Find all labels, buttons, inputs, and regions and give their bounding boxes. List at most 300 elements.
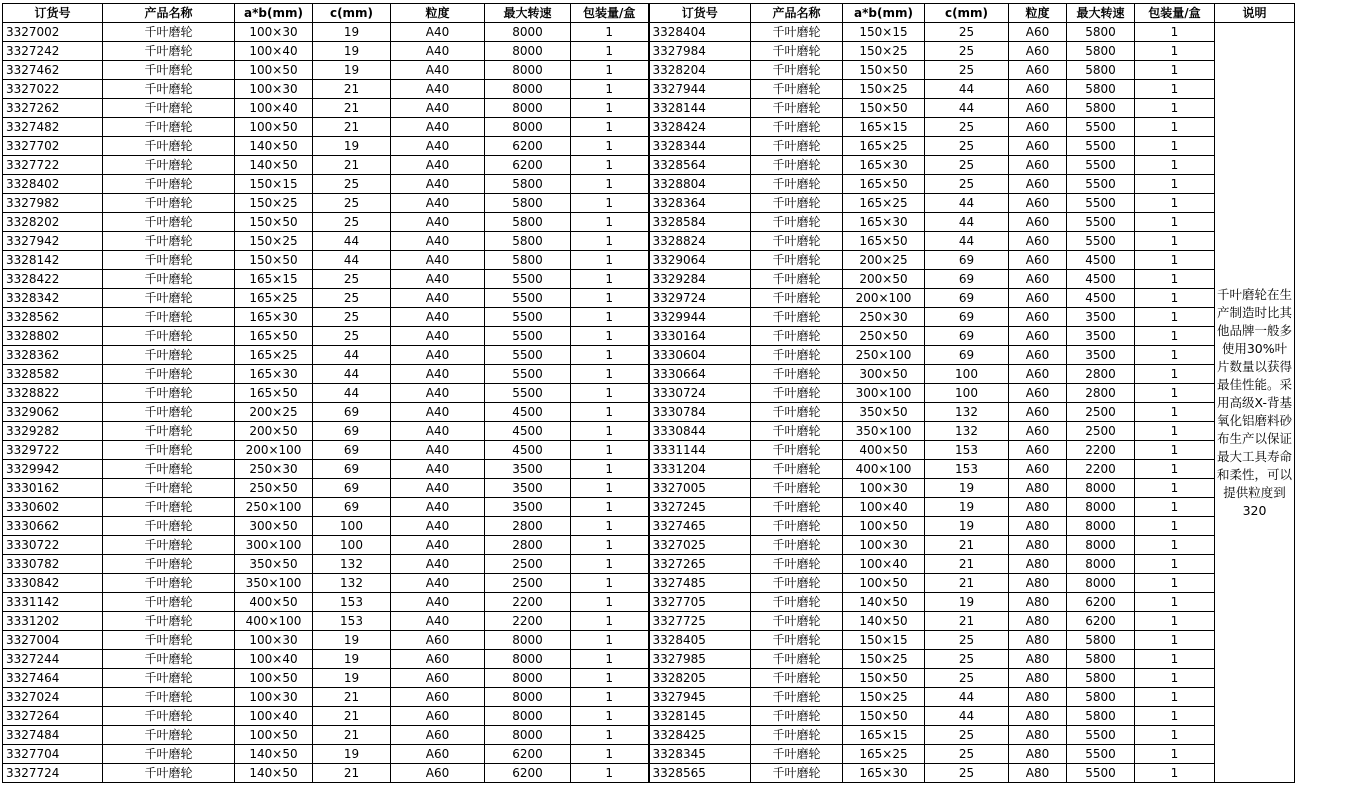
- cell-product-name: 千叶磨轮: [751, 517, 843, 536]
- table-row: [3, 631, 1295, 650]
- cell-product-name: 千叶磨轮: [751, 555, 843, 574]
- cell-pack-qty: 1: [1135, 346, 1215, 365]
- cell-size: 250×30: [235, 460, 313, 479]
- cell-product-name: 千叶磨轮: [103, 42, 235, 61]
- cell-max-speed: 2800: [485, 517, 571, 536]
- cell-grit: A60: [1009, 289, 1067, 308]
- cell-order-no: 3327025: [649, 536, 751, 555]
- cell-max-speed: 5800: [485, 175, 571, 194]
- cell-max-speed: 8000: [1067, 517, 1135, 536]
- cell-pack-qty: 1: [1135, 593, 1215, 612]
- cell-order-no: 3328582: [3, 365, 103, 384]
- cell-bore: 25: [925, 61, 1009, 80]
- cell-grit: A60: [1009, 365, 1067, 384]
- cell-pack-qty: 1: [571, 479, 649, 498]
- cell-grit: A60: [391, 745, 485, 764]
- cell-max-speed: 2200: [485, 612, 571, 631]
- cell-product-name: 千叶磨轮: [103, 479, 235, 498]
- cell-order-no: 3328205: [649, 669, 751, 688]
- table-row: [3, 669, 1295, 688]
- cell-max-speed: 5500: [1067, 213, 1135, 232]
- cell-size: 100×30: [235, 688, 313, 707]
- cell-max-speed: 5800: [485, 251, 571, 270]
- cell-bore: 25: [925, 156, 1009, 175]
- cell-bore: 132: [313, 574, 391, 593]
- cell-bore: 100: [925, 365, 1009, 384]
- cell-pack-qty: 1: [1135, 745, 1215, 764]
- cell-pack-qty: 1: [571, 23, 649, 42]
- cell-max-speed: 8000: [485, 42, 571, 61]
- cell-max-speed: 5500: [485, 346, 571, 365]
- header-max-speed-2: 最大转速: [1067, 4, 1135, 23]
- cell-order-no: 3331204: [649, 460, 751, 479]
- cell-size: 250×50: [235, 479, 313, 498]
- cell-grit: A80: [1009, 574, 1067, 593]
- cell-bore: 44: [925, 99, 1009, 118]
- cell-max-speed: 8000: [485, 99, 571, 118]
- cell-max-speed: 2500: [485, 574, 571, 593]
- cell-product-name: 千叶磨轮: [751, 764, 843, 783]
- cell-bore: 100: [313, 536, 391, 555]
- cell-size: 150×15: [843, 23, 925, 42]
- cell-grit: A80: [1009, 536, 1067, 555]
- cell-grit: A40: [391, 118, 485, 137]
- cell-grit: A60: [1009, 213, 1067, 232]
- cell-bore: 44: [925, 688, 1009, 707]
- cell-grit: A60: [391, 764, 485, 783]
- cell-pack-qty: 1: [1135, 574, 1215, 593]
- cell-order-no: 3327484: [3, 726, 103, 745]
- cell-product-name: 千叶磨轮: [103, 422, 235, 441]
- cell-grit: A60: [1009, 441, 1067, 460]
- cell-pack-qty: 1: [571, 688, 649, 707]
- cell-order-no: 3328425: [649, 726, 751, 745]
- cell-order-no: 3328345: [649, 745, 751, 764]
- table-row: [3, 707, 1295, 726]
- cell-pack-qty: 1: [571, 118, 649, 137]
- cell-order-no: 3329062: [3, 403, 103, 422]
- cell-order-no: 3328405: [649, 631, 751, 650]
- cell-max-speed: 3500: [1067, 327, 1135, 346]
- table-row: [3, 175, 1295, 194]
- cell-order-no: 3331144: [649, 441, 751, 460]
- cell-pack-qty: 1: [571, 498, 649, 517]
- cell-grit: A80: [1009, 707, 1067, 726]
- cell-bore: 21: [925, 574, 1009, 593]
- table-row: [3, 80, 1295, 99]
- cell-pack-qty: 1: [1135, 80, 1215, 99]
- cell-bore: 21: [313, 726, 391, 745]
- table-row: [3, 764, 1295, 783]
- table-row: [3, 194, 1295, 213]
- cell-product-name: 千叶磨轮: [751, 745, 843, 764]
- cell-order-no: 3327464: [3, 669, 103, 688]
- cell-pack-qty: 1: [571, 137, 649, 156]
- cell-grit: A40: [391, 308, 485, 327]
- cell-max-speed: 8000: [485, 631, 571, 650]
- cell-max-speed: 5500: [1067, 726, 1135, 745]
- cell-order-no: 3327705: [649, 593, 751, 612]
- cell-pack-qty: 1: [571, 555, 649, 574]
- cell-bore: 44: [313, 365, 391, 384]
- cell-size: 165×30: [843, 213, 925, 232]
- cell-max-speed: 5500: [1067, 175, 1135, 194]
- header-pack-qty-2: 包装量/盒: [1135, 4, 1215, 23]
- table-row: [3, 42, 1295, 61]
- cell-grit: A80: [1009, 764, 1067, 783]
- cell-pack-qty: 1: [1135, 688, 1215, 707]
- cell-order-no: 3327704: [3, 745, 103, 764]
- cell-size: 300×50: [235, 517, 313, 536]
- cell-pack-qty: 1: [1135, 517, 1215, 536]
- cell-product-name: 千叶磨轮: [751, 460, 843, 479]
- cell-product-name: 千叶磨轮: [103, 688, 235, 707]
- cell-pack-qty: 1: [571, 669, 649, 688]
- cell-product-name: 千叶磨轮: [751, 327, 843, 346]
- cell-product-name: 千叶磨轮: [103, 61, 235, 80]
- cell-max-speed: 4500: [485, 422, 571, 441]
- cell-pack-qty: 1: [1135, 289, 1215, 308]
- cell-pack-qty: 1: [571, 631, 649, 650]
- cell-bore: 69: [313, 498, 391, 517]
- cell-order-no: 3328145: [649, 707, 751, 726]
- header-order-no: 订货号: [3, 4, 103, 23]
- cell-max-speed: 6200: [485, 764, 571, 783]
- cell-pack-qty: 1: [1135, 498, 1215, 517]
- cell-order-no: 3327702: [3, 137, 103, 156]
- table-body: [3, 23, 1295, 783]
- header-product-name: 产品名称: [103, 4, 235, 23]
- cell-max-speed: 4500: [1067, 289, 1135, 308]
- table-row: [3, 365, 1295, 384]
- cell-max-speed: 2500: [485, 555, 571, 574]
- cell-product-name: 千叶磨轮: [751, 137, 843, 156]
- cell-order-no: 3328364: [649, 194, 751, 213]
- cell-product-name: 千叶磨轮: [751, 593, 843, 612]
- cell-order-no: 3327942: [3, 232, 103, 251]
- header-grit-2: 粒度: [1009, 4, 1067, 23]
- cell-product-name: 千叶磨轮: [103, 194, 235, 213]
- cell-bore: 153: [925, 441, 1009, 460]
- cell-pack-qty: 1: [571, 194, 649, 213]
- cell-pack-qty: 1: [571, 612, 649, 631]
- cell-grit: A60: [1009, 403, 1067, 422]
- cell-product-name: 千叶磨轮: [103, 289, 235, 308]
- cell-pack-qty: 1: [571, 460, 649, 479]
- table-row: [3, 327, 1295, 346]
- cell-order-no: 3327722: [3, 156, 103, 175]
- cell-grit: A60: [391, 707, 485, 726]
- cell-pack-qty: 1: [571, 175, 649, 194]
- cell-bore: 153: [925, 460, 1009, 479]
- cell-pack-qty: 1: [1135, 23, 1215, 42]
- cell-size: 100×50: [235, 61, 313, 80]
- cell-max-speed: 8000: [485, 118, 571, 137]
- cell-bore: 44: [313, 251, 391, 270]
- header-bore-2: c(mm): [925, 4, 1009, 23]
- cell-order-no: 3328562: [3, 308, 103, 327]
- cell-grit: A40: [391, 441, 485, 460]
- cell-bore: 21: [313, 688, 391, 707]
- cell-bore: 21: [313, 118, 391, 137]
- table-row: [3, 137, 1295, 156]
- cell-grit: A80: [1009, 517, 1067, 536]
- cell-size: 400×50: [843, 441, 925, 460]
- cell-product-name: 千叶磨轮: [103, 213, 235, 232]
- cell-bore: 44: [313, 384, 391, 403]
- cell-size: 165×25: [843, 137, 925, 156]
- cell-pack-qty: 1: [1135, 175, 1215, 194]
- cell-pack-qty: 1: [571, 156, 649, 175]
- cell-product-name: 千叶磨轮: [103, 308, 235, 327]
- cell-product-name: 千叶磨轮: [103, 574, 235, 593]
- cell-bore: 25: [925, 631, 1009, 650]
- cell-bore: 69: [313, 403, 391, 422]
- table-row: [3, 574, 1295, 593]
- cell-grit: A40: [391, 42, 485, 61]
- cell-size: 165×50: [235, 327, 313, 346]
- cell-product-name: 千叶磨轮: [751, 289, 843, 308]
- cell-grit: A60: [391, 688, 485, 707]
- cell-bore: 19: [313, 42, 391, 61]
- cell-pack-qty: 1: [1135, 327, 1215, 346]
- cell-max-speed: 5500: [485, 384, 571, 403]
- cell-size: 250×100: [235, 498, 313, 517]
- cell-size: 140×50: [235, 764, 313, 783]
- cell-size: 165×50: [843, 232, 925, 251]
- header-grit: 粒度: [391, 4, 485, 23]
- cell-grit: A40: [391, 194, 485, 213]
- cell-order-no: 3330842: [3, 574, 103, 593]
- cell-pack-qty: 1: [1135, 726, 1215, 745]
- cell-product-name: 千叶磨轮: [751, 99, 843, 118]
- cell-bore: 44: [313, 346, 391, 365]
- cell-product-name: 千叶磨轮: [751, 23, 843, 42]
- cell-product-name: 千叶磨轮: [751, 42, 843, 61]
- cell-product-name: 千叶磨轮: [751, 346, 843, 365]
- cell-size: 165×15: [843, 726, 925, 745]
- cell-order-no: 3327482: [3, 118, 103, 137]
- cell-bore: 25: [925, 23, 1009, 42]
- cell-product-name: 千叶磨轮: [103, 517, 235, 536]
- cell-product-name: 千叶磨轮: [103, 707, 235, 726]
- table-row: [3, 384, 1295, 403]
- cell-bore: 25: [925, 650, 1009, 669]
- cell-pack-qty: 1: [571, 42, 649, 61]
- table-row: [3, 688, 1295, 707]
- cell-product-name: 千叶磨轮: [751, 365, 843, 384]
- cell-product-name: 千叶磨轮: [751, 80, 843, 99]
- cell-grit: A60: [1009, 42, 1067, 61]
- header-bore: c(mm): [313, 4, 391, 23]
- cell-pack-qty: 1: [571, 764, 649, 783]
- cell-bore: 44: [925, 80, 1009, 99]
- cell-size: 165×30: [235, 365, 313, 384]
- cell-bore: 25: [313, 289, 391, 308]
- cell-order-no: 3327982: [3, 194, 103, 213]
- cell-grit: A60: [1009, 80, 1067, 99]
- cell-order-no: 3327244: [3, 650, 103, 669]
- cell-bore: 69: [925, 346, 1009, 365]
- cell-bore: 25: [925, 42, 1009, 61]
- cell-product-name: 千叶磨轮: [751, 574, 843, 593]
- cell-pack-qty: 1: [1135, 156, 1215, 175]
- cell-order-no: 3328822: [3, 384, 103, 403]
- table-row: [3, 745, 1295, 764]
- cell-product-name: 千叶磨轮: [103, 669, 235, 688]
- cell-grit: A60: [1009, 118, 1067, 137]
- cell-grit: A40: [391, 574, 485, 593]
- cell-product-name: 千叶磨轮: [103, 175, 235, 194]
- cell-bore: 132: [313, 555, 391, 574]
- cell-max-speed: 2800: [1067, 384, 1135, 403]
- cell-bore: 25: [313, 175, 391, 194]
- table-row: [3, 726, 1295, 745]
- cell-max-speed: 5500: [1067, 137, 1135, 156]
- cell-size: 150×25: [235, 232, 313, 251]
- cell-order-no: 3327465: [649, 517, 751, 536]
- cell-bore: 69: [925, 327, 1009, 346]
- cell-max-speed: 5800: [1067, 669, 1135, 688]
- cell-max-speed: 5500: [485, 270, 571, 289]
- cell-size: 140×50: [235, 137, 313, 156]
- table-row: [3, 593, 1295, 612]
- cell-grit: A40: [391, 213, 485, 232]
- cell-pack-qty: 1: [1135, 707, 1215, 726]
- cell-pack-qty: 1: [571, 517, 649, 536]
- cell-product-name: 千叶磨轮: [103, 403, 235, 422]
- cell-size: 250×30: [843, 308, 925, 327]
- cell-pack-qty: 1: [571, 574, 649, 593]
- cell-bore: 21: [313, 156, 391, 175]
- cell-grit: A60: [1009, 270, 1067, 289]
- cell-order-no: 3328564: [649, 156, 751, 175]
- cell-order-no: 3329722: [3, 441, 103, 460]
- cell-order-no: 3327022: [3, 80, 103, 99]
- cell-max-speed: 5800: [1067, 61, 1135, 80]
- cell-size: 300×100: [235, 536, 313, 555]
- cell-bore: 19: [925, 479, 1009, 498]
- cell-product-name: 千叶磨轮: [751, 707, 843, 726]
- cell-bore: 21: [925, 555, 1009, 574]
- cell-order-no: 3327265: [649, 555, 751, 574]
- cell-grit: A40: [391, 365, 485, 384]
- table-row: [3, 346, 1295, 365]
- cell-max-speed: 5800: [1067, 23, 1135, 42]
- cell-pack-qty: 1: [1135, 669, 1215, 688]
- cell-grit: A60: [1009, 251, 1067, 270]
- cell-order-no: 3328422: [3, 270, 103, 289]
- cell-max-speed: 2200: [1067, 441, 1135, 460]
- cell-pack-qty: 1: [571, 441, 649, 460]
- cell-pack-qty: 1: [1135, 422, 1215, 441]
- cell-max-speed: 4500: [485, 403, 571, 422]
- cell-max-speed: 3500: [485, 498, 571, 517]
- cell-bore: 69: [313, 460, 391, 479]
- cell-max-speed: 8000: [1067, 498, 1135, 517]
- cell-grit: A40: [391, 346, 485, 365]
- cell-order-no: 3328584: [649, 213, 751, 232]
- cell-max-speed: 5500: [1067, 118, 1135, 137]
- cell-pack-qty: 1: [1135, 251, 1215, 270]
- header-pack-qty: 包装量/盒: [571, 4, 649, 23]
- cell-max-speed: 6200: [1067, 593, 1135, 612]
- cell-size: 100×50: [843, 574, 925, 593]
- cell-bore: 21: [925, 536, 1009, 555]
- cell-order-no: 3328404: [649, 23, 751, 42]
- cell-pack-qty: 1: [571, 270, 649, 289]
- cell-max-speed: 8000: [485, 80, 571, 99]
- cell-product-name: 千叶磨轮: [751, 118, 843, 137]
- cell-product-name: 千叶磨轮: [103, 593, 235, 612]
- cell-product-name: 千叶磨轮: [103, 384, 235, 403]
- header-description: 说明: [1215, 4, 1295, 23]
- cell-product-name: 千叶磨轮: [103, 327, 235, 346]
- table-row: [3, 308, 1295, 327]
- cell-pack-qty: 1: [571, 365, 649, 384]
- header-max-speed: 最大转速: [485, 4, 571, 23]
- cell-order-no: 3327005: [649, 479, 751, 498]
- cell-order-no: 3327262: [3, 99, 103, 118]
- cell-product-name: 千叶磨轮: [751, 612, 843, 631]
- cell-order-no: 3328565: [649, 764, 751, 783]
- cell-max-speed: 5800: [1067, 650, 1135, 669]
- cell-bore: 25: [313, 194, 391, 213]
- cell-size: 100×30: [235, 80, 313, 99]
- cell-max-speed: 8000: [485, 669, 571, 688]
- cell-size: 165×25: [235, 346, 313, 365]
- header-product-name-2: 产品名称: [751, 4, 843, 23]
- table-row: [3, 498, 1295, 517]
- cell-max-speed: 3500: [1067, 346, 1135, 365]
- cell-bore: 19: [313, 23, 391, 42]
- cell-grit: A40: [391, 403, 485, 422]
- cell-size: 150×25: [843, 80, 925, 99]
- cell-max-speed: 5500: [485, 327, 571, 346]
- cell-grit: A40: [391, 460, 485, 479]
- cell-product-name: 千叶磨轮: [751, 308, 843, 327]
- cell-pack-qty: 1: [1135, 555, 1215, 574]
- table-row: [3, 99, 1295, 118]
- cell-product-name: 千叶磨轮: [103, 745, 235, 764]
- cell-product-name: 千叶磨轮: [751, 403, 843, 422]
- cell-pack-qty: 1: [1135, 612, 1215, 631]
- cell-product-name: 千叶磨轮: [103, 99, 235, 118]
- table-row: [3, 650, 1295, 669]
- cell-size: 150×50: [843, 99, 925, 118]
- cell-pack-qty: 1: [1135, 384, 1215, 403]
- cell-order-no: 3327462: [3, 61, 103, 80]
- cell-max-speed: 8000: [1067, 555, 1135, 574]
- cell-bore: 21: [925, 612, 1009, 631]
- cell-max-speed: 8000: [485, 688, 571, 707]
- cell-pack-qty: 1: [571, 403, 649, 422]
- cell-size: 200×50: [843, 270, 925, 289]
- cell-product-name: 千叶磨轮: [103, 346, 235, 365]
- cell-bore: 19: [925, 517, 1009, 536]
- cell-size: 300×100: [843, 384, 925, 403]
- cell-size: 165×30: [235, 308, 313, 327]
- cell-grit: A80: [1009, 726, 1067, 745]
- cell-grit: A60: [1009, 327, 1067, 346]
- cell-bore: 44: [925, 707, 1009, 726]
- cell-pack-qty: 1: [571, 726, 649, 745]
- cell-order-no: 3327004: [3, 631, 103, 650]
- cell-max-speed: 8000: [485, 61, 571, 80]
- cell-product-name: 千叶磨轮: [751, 175, 843, 194]
- cell-product-name: 千叶磨轮: [751, 232, 843, 251]
- cell-product-name: 千叶磨轮: [751, 61, 843, 80]
